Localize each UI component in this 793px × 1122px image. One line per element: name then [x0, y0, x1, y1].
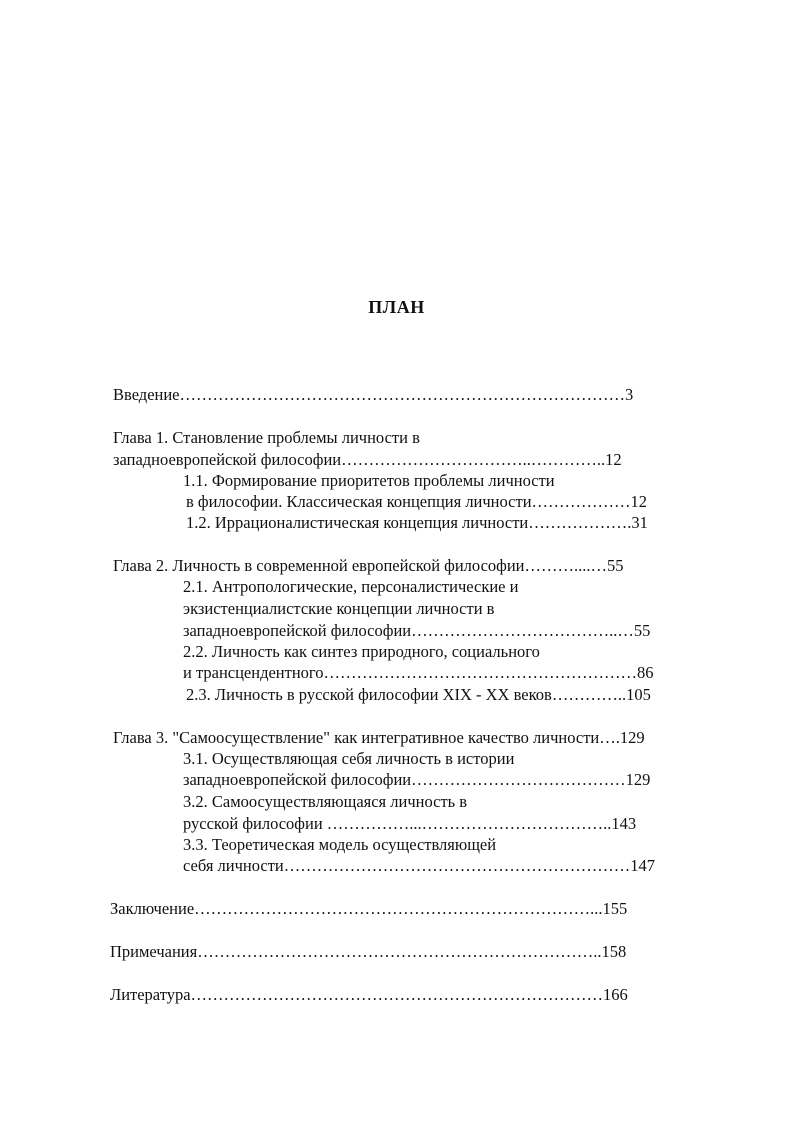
- toc-section-2-3: 2.3. Личность в русской философии XIX - XX веков…………..105: [186, 685, 651, 704]
- toc-section-2-1-title-continued: экзистенциалистские концепции личности в: [183, 599, 495, 618]
- toc-section-3-3-title-continued: себя личности………………………………………………………147: [183, 856, 656, 875]
- toc-chapter-3: Глава 3. "Самоосуществление" как интегративное качество личности….129: [113, 728, 645, 747]
- toc-section-2-1-title: 2.1. Антропологические, персоналистические и: [183, 577, 519, 596]
- toc-section-3-2-title-continued: русской философии ……………...……………………………..143: [183, 814, 637, 833]
- toc-chapter-1-title-continued: западноевропейской философии……………………………..…………..12: [113, 450, 622, 469]
- toc-entry-literature: Литература…………………………………………………………………166: [110, 985, 628, 1004]
- toc-chapter-1-title: Глава 1. Становление проблемы личности в: [113, 428, 420, 447]
- toc-section-3-2-title: 3.2. Самоосуществляющаяся личность в: [183, 792, 468, 811]
- toc-section-1-2: 1.2. Иррационалистическая концепция личности……………….31: [186, 513, 648, 532]
- toc-section-3-1-title: 3.1. Осуществляющая себя личность в истории: [183, 749, 515, 768]
- toc-entry-notes: Примечания………………………………………………………………..158: [110, 942, 627, 961]
- toc-section-1-1-title: 1.1. Формирование приоритетов проблемы личности: [183, 471, 555, 490]
- toc-section-2-1-title-end: западноевропейской философии………………………………..…55: [183, 621, 651, 640]
- toc-entry-introduction: Введение………………………………………………………………………3: [113, 385, 634, 404]
- toc-chapter-2: Глава 2. Личность в современной европейской философии………....…55: [113, 556, 624, 575]
- toc-section-2-2-title-continued: и трансцендентного…………………………………………………86: [183, 663, 654, 682]
- toc-section-1-1-title-continued: в философии. Классическая концепция личности………………12: [186, 492, 648, 511]
- page-title: ПЛАН: [368, 297, 425, 317]
- toc-section-3-1-title-continued: западноевропейской философии…………………………………129: [183, 770, 651, 789]
- toc-section-2-2-title: 2.2. Личность как синтез природного, социального: [183, 642, 540, 661]
- toc-entry-conclusion: Заключение………………………………………………………………...155: [110, 899, 628, 918]
- toc-section-3-3-title: 3.3. Теоретическая модель осуществляющей: [183, 835, 497, 854]
